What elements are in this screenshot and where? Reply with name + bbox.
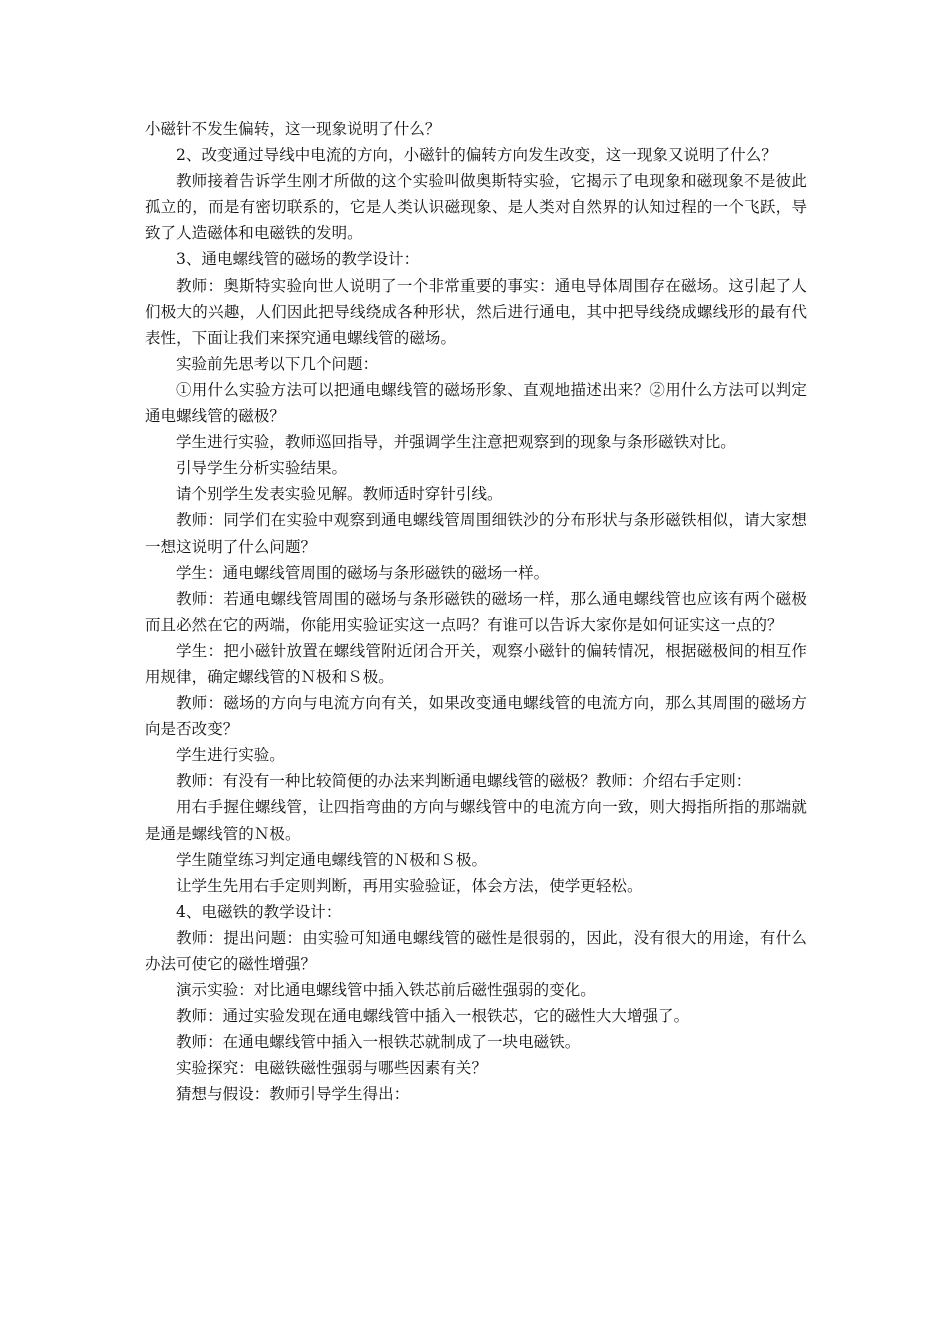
paragraph: 学生进行实验。 (176, 746, 285, 765)
paragraph: 请个别学生发表实验见解。教师适时穿针引线。 (176, 485, 503, 504)
paragraph: 学生：通电螺线管周围的磁场与条形磁铁的磁场一样。 (176, 563, 550, 582)
paragraph: ①用什么实验方法可以把通电螺线管的磁场形象、直观地描述出来？②用什么方法可以判定通电螺线管的磁极？ (145, 380, 807, 426)
paragraph: 猜想与假设：教师引导学生得出： (176, 1085, 410, 1104)
paragraph: 教师：同学们在实验中观察到通电螺线管周围细铁沙的分布形状与条形磁铁相似，请大家想一想这说明了什么问题？ (145, 511, 807, 556)
section-heading: 4、电磁铁的教学设计： (176, 902, 342, 921)
paragraph: 教师：在通电螺线管中插入一根铁芯就制成了一块电磁铁。 (176, 1033, 581, 1052)
paragraph: 教师：奥斯特实验向世人说明了一个非常重要的事实：通电导体周围存在磁场。这引起了人们极大的兴趣，人们因此把导线绕成各种形状，然后进行通电，其中把导线绕成螺线形的最有代表性，下面让我们来探究通电螺线管的磁场。 (145, 276, 807, 347)
paragraph: 演示实验：对比通电螺线管中插入铁芯前后磁性强弱的变化。 (176, 981, 596, 1000)
paragraph: 引导学生分析实验结果。 (176, 459, 348, 478)
paragraph: 教师：若通电螺线管周围的磁场与条形磁铁的磁场一样，那么通电螺线管也应该有两个磁极而且必然在它的两端，你能用实验证实这一点吗？有谁可以告诉大家你是如何证实这一点的？ (145, 589, 807, 634)
paragraph: 教师：磁场的方向与电流方向有关，如果改变通电螺线管的电流方向，那么其周围的磁场方向是否改变？ (145, 694, 807, 739)
paragraph: 实验探究：电磁铁磁性强弱与哪些因素有关？ (176, 1059, 488, 1078)
paragraph: 教师：通过实验发现在通电螺线管中插入一根铁芯，它的磁性大大增强了。 (176, 1007, 690, 1026)
paragraph: 教师：有没有一种比较简便的办法来判断通电螺线管的磁极？教师：介绍右手定则： (176, 772, 752, 791)
paragraph: 学生：把小磁针放置在螺线管附近闭合开关，观察小磁针的偏转情况，根据磁极间的相互作用规律，确定螺线管的Ｎ极和Ｓ极。 (145, 641, 807, 686)
paragraph: 让学生先用右手定则判断，再用实验验证，体会方法，使学更轻松。 (176, 876, 643, 895)
document-body (145, 116, 807, 1108)
paragraph: 用右手握住螺线管，让四指弯曲的方向与螺线管中的电流方向一致，则大拇指所指的那端就是通是螺线管的Ｎ极。 (145, 798, 807, 843)
paragraph: 小磁针不发生偏转，这一现象说明了什么？ (145, 120, 441, 138)
paragraph: 学生随堂练习判定通电螺线管的Ｎ极和Ｓ极。 (176, 850, 488, 869)
paragraph: 实验前先思考以下几个问题： (176, 354, 379, 373)
paragraph: 2、改变通过导线中电流的方向，小磁针的偏转方向发生改变，这一现象又说明了什么？ (176, 146, 777, 165)
paragraph: 教师接着告诉学生刚才所做的这个实验叫做奥斯特实验，它揭示了电现象和磁现象不是彼此孤立的，而是有密切联系的，它是人类认识磁现象、是人类对自然界的认知过程的一个飞跃，导致了人造磁体和电磁铁的发明。 (145, 172, 807, 243)
section-heading: 3、通电螺线管的磁场的教学设计： (176, 250, 420, 269)
paragraph: 教师：提出问题：由实验可知通电螺线管的磁性是很弱的，因此，没有很大的用途，有什么办法可使它的磁性增强？ (145, 928, 807, 973)
paragraph: 学生进行实验，教师巡回指导，并强调学生注意把观察到的现象与条形磁铁对比。 (176, 433, 736, 452)
